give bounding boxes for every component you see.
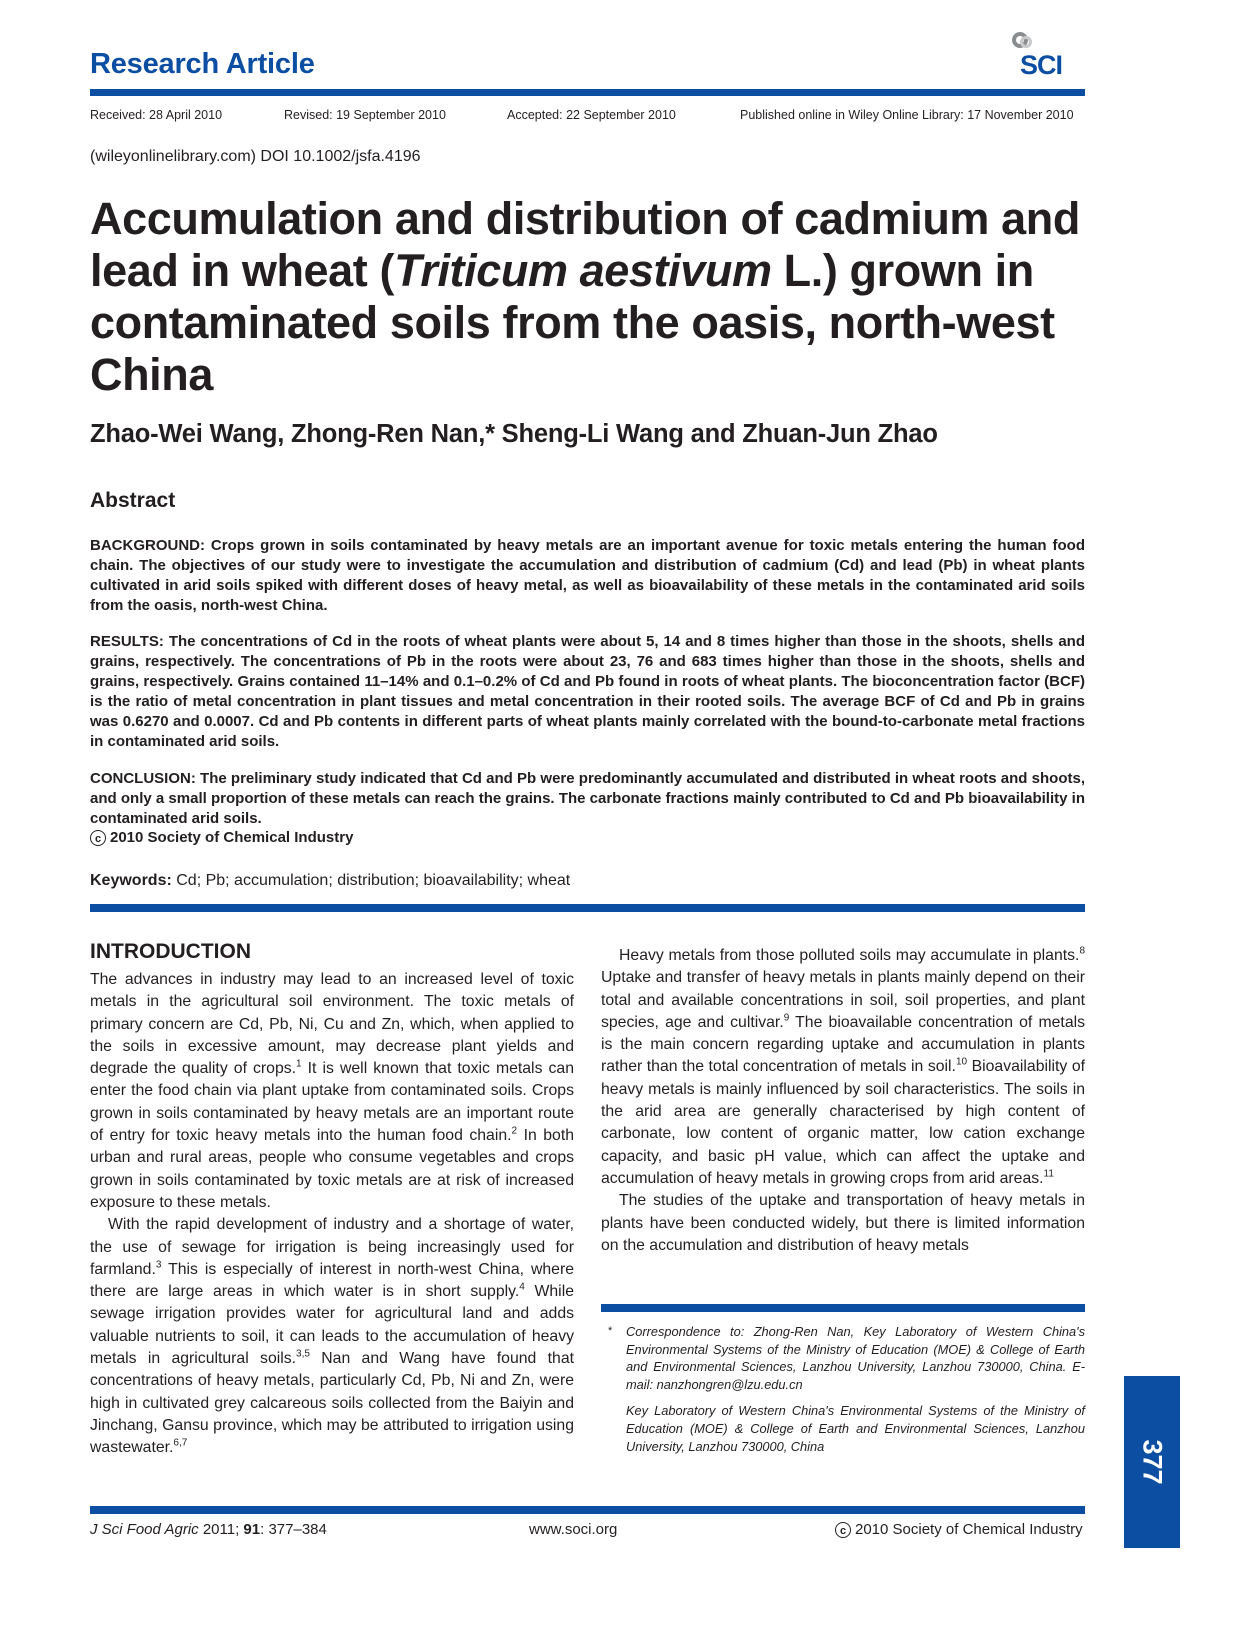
intro-paragraph: The advances in industry may lead to an increased level of toxic metals in the agricultural soil environment. The toxic metals of primary concern are Cd, Pb, Ni, Cu and Zn, which, when applied to the soils in excessive amount, may decrease plant yields and degrade the quality of crops.$^1$ It is well known that toxic metals can enter the food chain via plant uptake from contaminated soils. Crops grown in soils contaminated by heavy metals are an important route of entry for toxic heavy metals into the human food chain.$^2$ In both urban and rural areas, people who consume vegetables and crops grown in soils contaminated by toxic metals are at risk of increased exposure to these metals.	[90, 971, 575, 1211]
footnote-marker: *	[608, 1325, 613, 1337]
doi-line: (wileyonlinelibrary.com) DOI 10.1002/jsfa.4196	[90, 148, 421, 165]
affiliation-text: Key Laboratory of Western China's Environmental Systems of the Ministry of Education (MOE) & College of Earth and Environmental Sciences, Lanzhou University, Lanzhou 730000, China	[626, 1403, 1085, 1454]
copyright-icon: c	[835, 1522, 851, 1538]
keywords	[90, 872, 570, 890]
abstract-conclusion: CONCLUSION: The preliminary study indicated that Cd and Pb were predominantly accumulated and distributed in wheat roots and shoots, and only a small proportion of these metals can reach the grains. The carbonate fractions mainly contributed to Cd and Pb bioavailability in contaminated arid soils.	[90, 770, 1085, 827]
left-column	[90, 969, 574, 1460]
section-label: Research Article	[90, 48, 315, 80]
article-title: Accumulation and distribution of cadmium and lead in wheat (Triticum aestivum L.) grown in contaminated soils from the oasis, north-west China	[90, 193, 1080, 400]
footer-copyright: c 2010 Society of Chemical Industry	[835, 1521, 1083, 1538]
abstract-rule	[90, 904, 1085, 912]
page-number: 377	[1137, 1439, 1168, 1485]
abstract-copyright: c 2010 Society of Chemical Industry	[90, 829, 353, 846]
species-name: Triticum aestivum	[394, 245, 772, 296]
keywords-label: Keywords:	[90, 872, 172, 889]
abstract-results: RESULTS: The concentrations of Cd in the roots of wheat plants were about 5, 14 and 8 times higher than those in the shoots, shells and grains, respectively. The concentrations of Pb in the roots were about 23, 76 and 683 times higher than those in the shoots, shells and grains, respectively. Grains contained 11–14% and 0.1–0.2% of Cd and Pb found in roots of wheat plants. The bioconcentration factor (BCF) is the ratio of metal concentration in plant tissues and metal concentration in their rooted soils. The average BCF of Cd and Pb in grains was 0.6270 and 0.0007. Cd and Pb contents in different parts of wheat plants mainly correlated with the bound-to-carbonate metal fractions in contaminated arid soils.	[90, 633, 1085, 750]
page-number-tab	[1124, 1376, 1180, 1548]
website-link[interactable]: www.soci.org	[529, 1521, 618, 1538]
revised-date: Revised: 19 September 2010	[284, 108, 446, 122]
accepted-date: Accepted: 22 September 2010	[507, 108, 676, 122]
logo-ring-inner-icon	[1020, 36, 1032, 48]
footer-rule	[90, 1506, 1085, 1514]
logo-text: SCI	[1020, 50, 1063, 80]
soci-logo	[1008, 30, 1088, 80]
intro-paragraph: Heavy metals from those polluted soils may accumulate in plants.$^8$ Uptake and transfer of heavy metals in plants mainly depend on their total and available concentrations in soil, soil properties, and plant species, age and cultivar.$^9$ The bioavailable concentration of metals is the main concern regarding uptake and accumulation in plants rather than the total concentration of metals in soil.$^{10}$ Bioavailability of heavy metals is mainly influenced by soil characteristics. The soils in the arid area are generally characterised by high content of carbonate, low content of organic matter, low cation exchange capacity, and basic pH value, which can affect the uptake and accumulation of heavy metals in growing crops from arid areas.$^{11}$	[601, 945, 1086, 1187]
correspondence-footnote	[608, 1323, 1085, 1455]
journal-citation: J Sci Food Agric 2011; 91: 377–384	[90, 1521, 327, 1538]
intro-paragraph: With the rapid development of industry and a shortage of water, the use of sewage for irrigation is being increasingly used for farmland.$^3$ This is especially of interest in north-west China, where there are large areas in which water is in short supply.$^4$ While sewage irrigation provides water for agricultural land and adds valuable nutrients to soil, it can leads to the accumulation of heavy metals in agricultural soils.$^{3,5}$ Nan and Wang have found that concentrations of heavy metals, particularly Cd, Pb, Ni and Zn, were high in cultivated grey calcareous soils collected from the Baiyin and Jinchang, Gansu province, which may be attributed to irrigation using wastewater.$^{6,7}$	[90, 1216, 574, 1457]
abstract-heading: Abstract	[90, 489, 176, 512]
abstract-background: BACKGROUND: Crops grown in soils contaminated by heavy metals are an important avenue for toxic metals entering the human food chain. The objectives of our study were to investigate the accumulation and distribution of cadmium (Cd) and lead (Pb) in wheat plants cultivated in arid soils spiked with different doses of heavy metal, as well as bioavailability of these metals in the contaminated arid soils from the oasis, north-west China.	[90, 537, 1085, 614]
introduction-heading: INTRODUCTION	[90, 940, 251, 963]
correspondence-text: Correspondence to: Zhong-Ren Nan, Key Laboratory of Western China's Environmental Systems of the Ministry of Education (MOE) & College of Earth and Environmental Sciences, Lanzhou University, Lanzhou 730000, China. E-mail: nanzhongren@lzu.edu.cn	[626, 1324, 1085, 1392]
header-rule	[90, 89, 1085, 96]
received-date: Received: 28 April 2010	[90, 108, 223, 122]
keywords-text: Cd; Pb; accumulation; distribution; bioavailability; wheat	[176, 872, 571, 889]
right-column	[601, 945, 1085, 1257]
intro-paragraph: The studies of the uptake and transportation of heavy metals in plants have been conducted widely, but there is limited information on the accumulation and distribution of heavy metals	[601, 1192, 1085, 1254]
author-list: Zhao-Wei Wang, Zhong-Ren Nan,* Sheng-Li Wang and Zhuan-Jun Zhao	[90, 420, 938, 448]
published-date: Published online in Wiley Online Library: 17 November 2010	[740, 108, 1074, 122]
copyright-icon: c	[90, 830, 106, 846]
footnote-rule	[601, 1304, 1085, 1312]
